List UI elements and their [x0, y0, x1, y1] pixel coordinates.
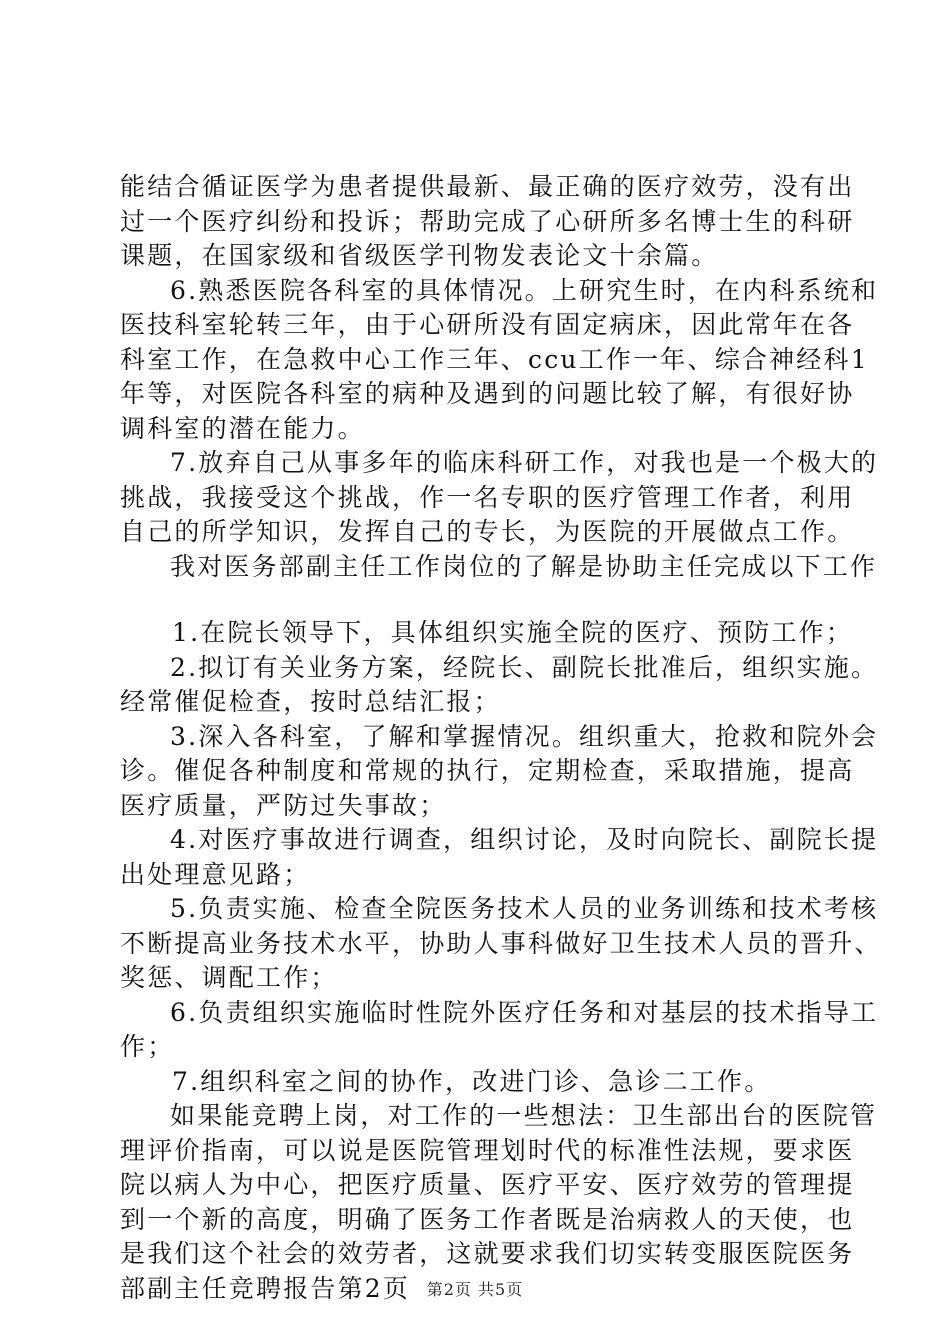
section-intro: 我对医务部副主任工作岗位的了解是协助主任完成以下工作: [170, 551, 878, 581]
text-line: 调科室的潜在能力。: [120, 413, 365, 443]
text-line: 年等，对医院各科室的病种及遇到的问题比较了解，有很好协: [120, 379, 855, 408]
text-line: 过一个医疗纠纷和投诉；帮助完成了心研所多名博士生的科研: [120, 206, 855, 236]
text-line: 课题，在国家级和省级医学刊物发表论文十余篇。: [120, 241, 719, 270]
text-line: 自己的所学知识，发挥自己的专长，为医院的开展做点工作。: [120, 517, 855, 546]
paragraph-item-7: 7.放弃自己从事多年的临床科研工作，对我也是一个极大的: [170, 448, 879, 477]
text-line: 医疗质量，严防过失事故；: [120, 790, 447, 820]
paragraph-item-6: 6.熟悉医院各科室的具体情况。上研究生时，在内科系统和: [170, 275, 879, 305]
text-line: 挑战，我接受这个挑战，作一名专职的医疗管理工作者，利用: [120, 482, 855, 512]
duty-item-2: 2.拟订有关业务方案，经院长、副院长批准后，组织实施。: [170, 652, 879, 682]
duty-item-1: 1.在院长领导下，具体组织实施全院的医疗、预防工作；: [172, 618, 854, 647]
text-line: 不断提高业务技术水平，协助人事科做好卫生技术人员的晋升、: [120, 928, 882, 958]
text-line: 奖惩、调配工作；: [120, 963, 338, 992]
text-line: 出处理意见路；: [120, 859, 311, 889]
duty-item-5: 5.负责实施、检查全院医务技术人员的业务训练和技术考核: [170, 894, 879, 923]
page-number-footer: 第2页 共5页: [426, 1280, 524, 1299]
text-line: 理评价指南，可以说是医院管理划时代的标准性法规，要求医: [120, 1135, 855, 1165]
text-line: 到一个新的高度，明确了医务工作者既是治病救人的天使，也: [120, 1204, 855, 1234]
text-line: 诊。催促各种制度和常规的执行，定期检查，采取措施，提高: [120, 756, 855, 785]
text-line: 科室工作，在急救中心工作三年、ccu工作一年、综合神经科1: [120, 344, 869, 374]
text-line: 能结合循证医学为患者提供最新、最正确的医疗效劳，没有出: [120, 172, 855, 201]
text-line: 是我们这个社会的效劳者，这就要求我们切实转变服医院医务: [120, 1239, 855, 1268]
duty-item-6: 6.负责组织实施临时性院外医疗任务和对基层的技术指导工: [170, 997, 879, 1027]
duty-item-4: 4.对医疗事故进行调查，组织讨论，及时向院长、副院长提: [170, 825, 879, 854]
document-body: [120, 170, 882, 1306]
text-line: 经常催促检查，按时总结汇报；: [120, 687, 501, 716]
closing-paragraph: 如果能竞聘上岗，对工作的一些想法：卫生部出台的医院管: [170, 1101, 878, 1130]
duty-item-3: 3.深入各科室，了解和掌握情况。组织重大，抢救和院外会: [170, 721, 879, 751]
text-line: 医技科室轮转三年，由于心研所没有固定病床，因此常年在各: [120, 310, 855, 339]
duty-item-7: 7.组织科室之间的协作，改进门诊、急诊二工作。: [172, 1066, 772, 1096]
text-line: 院以病人为中心，把医疗质量、医疗平安、医疗效劳的管理提: [120, 1170, 855, 1199]
text-line: 部副主任竞聘报告第2页: [120, 1273, 411, 1303]
text-line: 作；: [120, 1032, 175, 1061]
